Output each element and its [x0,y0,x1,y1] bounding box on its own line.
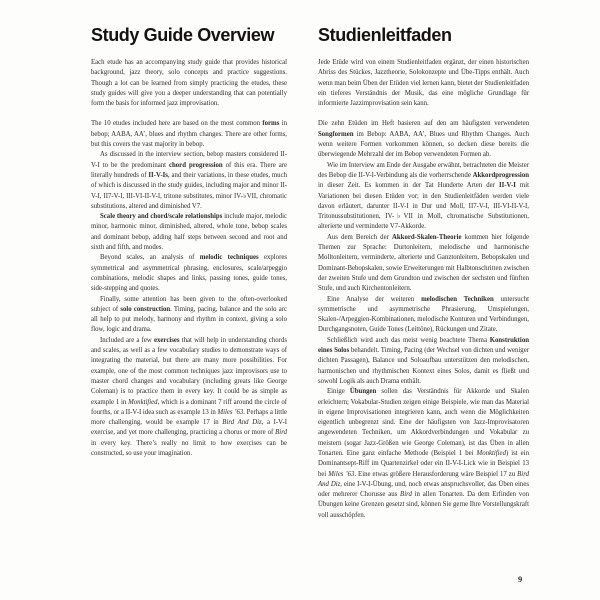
paragraph: Beyond scales, an analysis of melodic techniques explores symmetrical and asymmetrical phrasing, enclosures, scale/arpeggio combinations, melodic shapes and links, passing tones, guide tones, side-stepping and quotes. [91,254,288,293]
bold-text: II-V-I [498,182,516,190]
bold-text: Songformen [318,130,354,138]
paragraph: As discussed in the interview section, bebop masters considered II-V-I to be the predominant chord progression of this era. There are literally hundreds of II-V-Is, and their variations, in these etudes, much of which is discussed in the study guides, including major and minor II-V-I, II7-V-I, III-VI-II-V-I, tritone substitutes, minor IV-♭VII, chromatic substitutions, altered and diminished V7. [91,151,287,210]
bold-text: Übungen [349,388,377,396]
bold-text: Konstruktion eines Solos [318,336,529,355]
bold-text: melodic techniques [199,254,259,262]
paragraph: Eine Analyse der weiteren melodischen Techniken untersucht symmetrische und asymmetrische Phrasierung, Umspielungen, Skalen-/Arpeggien-Kombinationen, melodische Konturen und Verbindungen, Durchgangsnoten, Guide Tones (Leittöne), Rückungen und Zitate. [318,295,529,334]
italic-text: Monktified [128,398,158,406]
paragraph: Scale theory and chord/scale relationships include major, melodic minor, harmonic minor, diminished, altered, whole tone, bebop scales and dominant bebop, adding half steps between second and root and sixth and fifth, and modes. [91,213,287,252]
bold-text: Akkordprogression [472,171,529,179]
paragraph: Wie im Interview am Ende der Ausgabe erwähnt, betrachteten die Meister des Bebop die II-V-I-Verbindung als die vorherrschende Akkordprogression in dieser Zeit. Es kommen in der Tat Hunderte Arten der II-V-I mit Variationen bei diesen Etüden vor; in den Studienleitfäden werden viele davon erläutert, darunter II-V-I in Dur und Moll, II7-V-I, III-VI-II-V-I, Tritonussubstitutionen, IV-♭VII in Moll, chromatische Substitutionen, alterierte und verminderte V7-Akkorde. [318,161,529,231]
paragraph: Each etude has an accompanying study guide that provides historical background, jazz theory, solo concepts and practice suggestions. Though a lot can be learned from simply practicing the etudes, these study guides will give you a deeper understanding that can potentially form the basis for informed jazz improvisation. [91,59,287,108]
bold-text: II-V-Is [148,171,168,179]
italic-text: Miles ’63 [217,408,244,416]
paragraph: Included are a few exercises that will help in understanding chords and scales, as well as a few vocabulary studies to demonstrate ways of integrating the material, but there are many more possibilities. For example, one of the most common techniques jazz improvisors use to master chord changes and vocabulary (including greats like George Coleman) is to practice them in every key. It could be as simple as example 1 in Monktified, which is a dominant 7 riff around the circle of fourths, or a II-V-I idea such as example 13 in Miles ’63. Perhaps a little more challenging, would be example 17 in Bird And Diz, a I-V-I exercise, and yet more challenging, practicing a chorus or more of Bird in every key. There’s really no limit to how exercises can be constructed, so use your imagination. [91,336,287,457]
italic-text: Bird And Diz [318,470,529,488]
italic-text: Miles ’63 [328,470,355,478]
italic-text: Bird [400,491,412,499]
paragraph: Jede Etüde wird von einem Studienleitfaden ergänzt, der einen historischen Abriss des Stückes, Jazztheorie, Solokonzepte und Übe-Tipps enthält. Auch wenn man beim Üben der Etüden viel lernen kann, bietet der Studienleitfaden ein tieferes Verständnis der Musik, das eine mögliche Grundlage für informierte Jazzimprovisation sein kann. [318,59,529,108]
paragraph: Schließlich wird auch das meist wenig beachtete Thema Konstruktion eines Solos behandelt. Timing, Pacing (der Wechsel von dichten und weniger dichten Passagen), Balance und Soloaufbau unterstützen den melodischen, harmonischen und rhythmischen Kontext eines Solos, damit es fließt und sowohl Logik als auch Drama enthält. [318,336,529,385]
bold-text: melodischen Techniken [421,295,494,303]
column-body-english [91,58,287,459]
bold-text: Scale theory and chord/scale relationships [100,213,223,221]
page-title-german: Studienleitfaden [318,25,452,45]
page-title-english: Study Guide Overview [91,25,275,45]
bold-text: Akkord-Skalen-Theorie [391,233,462,241]
two-column-layout [91,26,529,521]
paragraph: Die zehn Etüden im Heft basieren auf den am häufigsten verwendeten Songformen im Bebop: AABA, AA’, Blues und Rhythm Changes. Auch wenn weitere Formen vorkommen können, so decken diese bereits die überwiegende Mehrzahl der im Bebop verwendeten Formen ab. [318,120,529,159]
column-german [318,26,529,521]
paragraph: The 10 etudes included here are based on the most common forms in bebop; AABA, AA’, blues and rhythm changes. There are other forms, but this covers the vast majority in bebop. [91,120,287,149]
paragraph: Aus dem Bereich der Akkord-Skalen-Theorie kommen hier folgende Themen zur Sprache: Durtonleitern, melodische und harmonische Molltonleitern, verminderte, alterierte und Ganztonleitern, Bebopskalen und Dominant-Bebopskalen, sowie Erweiterungen mit Halbtonschritten zwischen der zweiten Stufe und dem Grundton und zwischen der sechsten und fünften Stufe, und auch Kirchentonleitern. [318,233,529,293]
bold-text: chord progression [168,161,223,169]
bold-text: solo construction [120,305,171,313]
column-english [91,26,287,521]
page-number: 9 [518,574,523,584]
bold-text: forms [262,120,280,128]
paragraph: Einige Übungen sollen das Verständnis für Akkorde und Skalen erleichtern; Vokabular-Studien zeigen einige Beispiele, wie man das Material in eigene Improvisationen integrieren kann, auch wenn die Möglichkeiten eigentlich unbegrenzt sind. Eine der häufigsten von Jazz-Improvisatoren angewendeten Techniken, um Akkordverbindungen und Vokabular zu meistern (sogar Jazz-Größen wie George Coleman), ist das Üben in allen Tonarten. Eine ganz einfache Methode (Beispiel 1 bei Monktified) ist ein Dominantsept-Riff im Quartenzirkel oder ein II-V-I-Lick wie in Beispiel 13 bei Miles ’63. Eine etwas größere Herausforderung wäre Beispiel 17 zu Bird And Diz, eine I-V-I-Übung, und, noch etwas anspruchsvoller, das Üben eines oder mehrerer Chorusse aus Bird in allen Tonarten. Da dem Erfinden von Übungen keine Grenzen gesetzt sind, können Sie gerne Ihre Vorstellungskraft voll ausschöpfen. [318,388,530,519]
italic-text: Bird And Diz [222,419,262,427]
column-body-german [318,58,529,521]
paragraph: Finally, some attention has been given to the often-overlooked subject of solo construction. Timing, pacing, balance and the solo arc all help to put melody, harmony and rhythm in context, giving a solo flow, logic and drama. [91,295,287,334]
italic-text: Bird [275,429,287,437]
italic-text: Monktified [476,449,506,457]
bold-text: exercises [154,336,180,344]
